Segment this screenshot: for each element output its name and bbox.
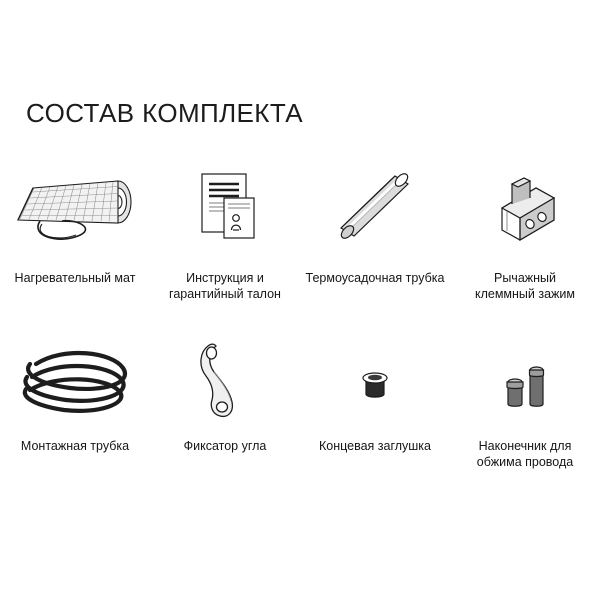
kit-item-corner-fixer xyxy=(150,328,300,470)
kit-item-label: Инструкция и гарантийный талон xyxy=(169,271,281,301)
kit-item-label: Фиксатор угла xyxy=(183,439,267,453)
kit-row-1 xyxy=(0,160,600,302)
kit-item-end-cap xyxy=(300,328,450,470)
heat-shrink-tube-icon xyxy=(300,160,450,264)
lever-terminal-clamp-icon xyxy=(450,160,600,264)
kit-item-manual-warranty xyxy=(150,160,300,302)
kit-item-label: Нагревательный мат xyxy=(14,271,136,285)
kit-item-mounting-tube xyxy=(0,328,150,470)
kit-item-label: Наконечник для обжима провода xyxy=(476,439,574,469)
manual-warranty-icon xyxy=(150,160,300,264)
kit-item-label: Рычажный клеммный зажим xyxy=(474,271,575,301)
kit-row-2 xyxy=(0,328,600,470)
kit-item-heating-mat xyxy=(0,160,150,302)
kit-item-label: Концевая заглушка xyxy=(318,439,432,453)
corner-fixer-icon xyxy=(150,328,300,432)
kit-item-label: Термоусадочная трубка xyxy=(305,271,445,285)
kit-item-wire-ferrule xyxy=(450,328,600,470)
kit-contents-grid xyxy=(0,160,600,470)
kit-item-heat-shrink-tube xyxy=(300,160,450,302)
wire-ferrule-icon xyxy=(450,328,600,432)
kit-item-label: Монтажная трубка xyxy=(20,439,130,453)
kit-item-lever-clamp xyxy=(450,160,600,302)
heating-mat-icon xyxy=(0,160,150,264)
mounting-tube-icon xyxy=(0,328,150,432)
end-cap-icon xyxy=(300,328,450,432)
page-title: СОСТАВ КОМПЛЕКТА xyxy=(26,98,304,128)
